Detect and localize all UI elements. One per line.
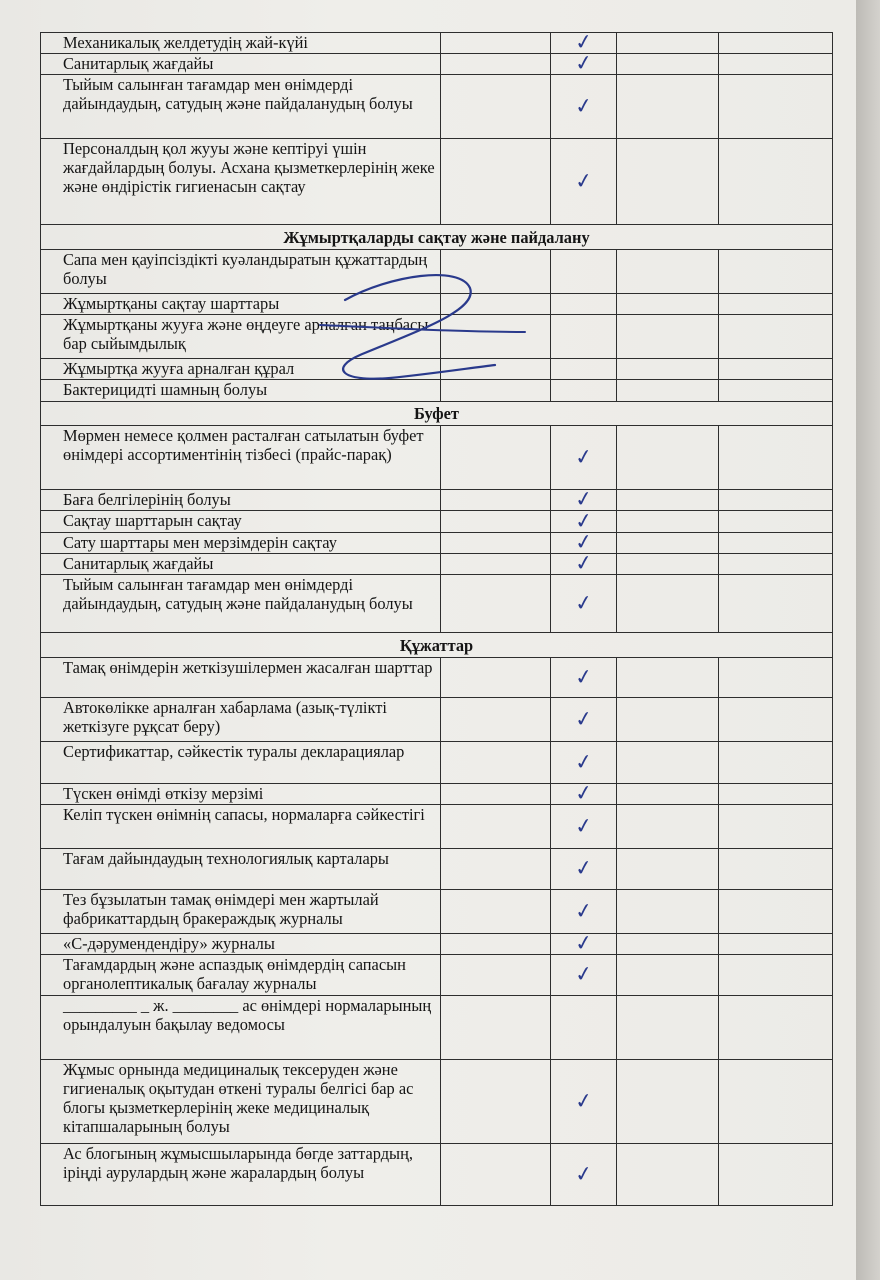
checklist-row (41, 1144, 833, 1206)
checklist-row (41, 426, 833, 490)
answer-cell[interactable] (719, 33, 833, 54)
answer-cell[interactable] (617, 575, 719, 633)
answer-cell[interactable] (617, 533, 719, 554)
answer-cell[interactable] (719, 1144, 833, 1206)
criterion-label: Жұмыс орнында медициналық тексеруден және гигиеналық оқытудан өткені туралы белгісі бар ас блогы қызметкерлерінің жеке медициналық кітапшаларының болуы (41, 1060, 441, 1144)
check-mark-icon: ✓ (573, 92, 594, 119)
answer-yes-cell[interactable] (551, 426, 617, 490)
answer-cell[interactable] (617, 742, 719, 784)
criterion-label: Түскен өнімді өткізу мерзімі (41, 784, 441, 805)
check-mark-icon: ✓ (573, 167, 594, 194)
criterion-label: Ас блогының жұмысшыларында бөгде заттардың, іріңді аурулардың және жаралардың болуы (41, 1144, 441, 1206)
answer-cell[interactable] (617, 490, 719, 511)
criterion-label: Тағам дайындаудың технологиялық карталары (41, 849, 441, 890)
check-mark-icon: ✓ (573, 960, 594, 988)
answer-cell[interactable] (617, 554, 719, 575)
answer-cell[interactable] (719, 934, 833, 955)
answer-yes-cell[interactable] (551, 996, 617, 1060)
answer-cell[interactable] (617, 890, 719, 934)
criterion-label: Санитарлық жағдайы (41, 554, 441, 575)
answer-cell[interactable] (719, 533, 833, 554)
checklist-row (41, 698, 833, 742)
answer-cell[interactable] (441, 996, 551, 1060)
answer-cell[interactable] (441, 849, 551, 890)
answer-cell[interactable] (617, 54, 719, 75)
criterion-label: Сату шарттары мен мерзімдерін сақтау (41, 533, 441, 554)
criterion-label: Баға белгілерінің болуы (41, 490, 441, 511)
answer-cell[interactable] (441, 784, 551, 805)
answer-yes-cell[interactable] (551, 485, 617, 513)
answer-cell[interactable] (719, 805, 833, 849)
answer-cell[interactable] (719, 658, 833, 698)
answer-yes-cell[interactable] (551, 779, 617, 807)
check-mark-icon: ✓ (573, 929, 594, 957)
answer-cell[interactable] (617, 359, 719, 380)
answer-cell[interactable] (617, 426, 719, 490)
check-mark-icon: ✓ (573, 812, 594, 839)
answer-cell[interactable] (719, 996, 833, 1060)
answer-cell[interactable] (441, 658, 551, 698)
checklist-row (41, 742, 833, 784)
answer-cell[interactable] (441, 1060, 551, 1144)
answer-yes-cell[interactable] (551, 315, 617, 359)
criterion-label: Жұмыртқаны сақтау шарттары (41, 294, 441, 315)
checklist-row (41, 784, 833, 805)
criterion-label: Жұмыртқаны жууға және өңдеуге арналған таңбасы бар сыйымдылық (41, 315, 441, 359)
criterion-label: Сертификаттар, сәйкестік туралы декларациялар (41, 742, 441, 784)
check-mark-icon: ✓ (573, 49, 594, 77)
answer-cell[interactable] (617, 1060, 719, 1144)
check-mark-icon: ✓ (573, 779, 594, 807)
answer-cell[interactable] (441, 554, 551, 575)
criterion-label: Санитарлық жағдайы (41, 54, 441, 75)
answer-yes-cell[interactable] (551, 549, 617, 577)
section-header-row (41, 225, 833, 250)
answer-cell[interactable] (719, 554, 833, 575)
checklist-row (41, 849, 833, 890)
answer-cell[interactable] (719, 54, 833, 75)
answer-yes-cell[interactable] (551, 1144, 617, 1206)
answer-cell[interactable] (441, 742, 551, 784)
answer-cell[interactable] (617, 75, 719, 139)
criterion-label: Мөрмен немесе қолмен расталған сатылатын буфет өнімдері ассортиментінің тізбесі (прайс-парақ) (41, 426, 441, 490)
criterion-label: Автокөлікке арналған хабарлама (азық-түлікті жеткізуге рұқсат беру) (41, 698, 441, 742)
answer-cell[interactable] (441, 890, 551, 934)
answer-yes-cell[interactable] (551, 380, 617, 402)
answer-cell[interactable] (719, 294, 833, 315)
check-mark-icon: ✓ (573, 1087, 594, 1114)
checklist-row (41, 1060, 833, 1144)
checklist-row (41, 890, 833, 934)
answer-cell[interactable] (441, 139, 551, 225)
check-mark-icon: ✓ (573, 663, 594, 690)
answer-cell[interactable] (441, 955, 551, 996)
answer-cell[interactable] (617, 934, 719, 955)
check-mark-icon: ✓ (573, 854, 594, 882)
checklist-row (41, 511, 833, 533)
checklist-body (41, 28, 833, 1206)
answer-cell[interactable] (719, 75, 833, 139)
answer-cell[interactable] (719, 784, 833, 805)
criterion-label: _________ _ ж. ________ ас өнімдері нормаларының орындалуын бақылау ведомосы (41, 996, 441, 1060)
answer-cell[interactable] (441, 511, 551, 533)
answer-cell[interactable] (719, 955, 833, 996)
criterion-label: Сақтау шарттарын сақтау (41, 511, 441, 533)
answer-yes-cell[interactable] (551, 359, 617, 380)
answer-yes-cell[interactable] (551, 1060, 617, 1144)
check-mark-icon: ✓ (573, 28, 594, 56)
answer-cell[interactable] (719, 426, 833, 490)
checklist-row (41, 996, 833, 1060)
cross-out-signature (300, 270, 540, 390)
answer-cell[interactable] (441, 805, 551, 849)
check-mark-icon: ✓ (573, 897, 594, 924)
criterion-label: Тамақ өнімдерін жеткізушілермен жасалған шарттар (41, 658, 441, 698)
page-edge (856, 0, 880, 1280)
answer-cell[interactable] (719, 1060, 833, 1144)
answer-cell[interactable] (617, 849, 719, 890)
answer-cell[interactable] (441, 33, 551, 54)
section-header-row (41, 633, 833, 658)
answer-cell[interactable] (719, 511, 833, 533)
answer-yes-cell[interactable] (551, 75, 617, 139)
checklist-row (41, 934, 833, 955)
criterion-label: Тыйым салынған тағамдар мен өнімдерді дайындаудың, сатудың және пайдаланудың болуы (41, 75, 441, 139)
answer-cell[interactable] (441, 934, 551, 955)
answer-cell[interactable] (719, 849, 833, 890)
answer-yes-cell[interactable] (551, 890, 617, 934)
check-mark-icon: ✓ (573, 705, 594, 732)
checklist-table (40, 28, 833, 1206)
check-mark-icon: ✓ (573, 748, 594, 775)
answer-cell[interactable] (441, 54, 551, 75)
answer-cell[interactable] (617, 380, 719, 402)
answer-cell[interactable] (719, 359, 833, 380)
answer-cell[interactable] (719, 250, 833, 294)
criterion-label: Механикалық желдетудің жай-күйі (41, 33, 441, 54)
answer-cell[interactable] (719, 890, 833, 934)
section-title: Буфет (41, 402, 833, 426)
criterion-label: Тағамдардың және аспаздық өнімдердің сапасын органолептикалық бағалау журналы (41, 955, 441, 996)
answer-cell[interactable] (617, 996, 719, 1060)
checklist-row (41, 575, 833, 633)
answer-cell[interactable] (617, 139, 719, 225)
section-title: Жұмыртқаларды сақтау және пайдалану (41, 225, 833, 250)
criterion-label: «С-дәрумендендіру» журналы (41, 934, 441, 955)
check-mark-icon: ✓ (573, 443, 594, 470)
check-mark-icon: ✓ (573, 528, 594, 556)
answer-yes-cell[interactable] (551, 805, 617, 849)
checklist-row (41, 139, 833, 225)
answer-cell[interactable] (617, 33, 719, 54)
answer-cell[interactable] (617, 250, 719, 294)
answer-cell[interactable] (719, 742, 833, 784)
section-header-row (41, 402, 833, 426)
criterion-label: Сапа мен қауіпсіздікті куәландыратын құжаттардың болуы (41, 250, 441, 294)
check-mark-icon: ✓ (573, 507, 594, 534)
answer-cell[interactable] (441, 575, 551, 633)
answer-cell[interactable] (617, 294, 719, 315)
criterion-label: Персоналдың қол жууы және кептіруі үшін жағдайлардың болуы. Асхана қызметкерлерінің жеке және өндірістік гигиенасын сақтау (41, 139, 441, 225)
answer-cell[interactable] (617, 1144, 719, 1206)
answer-yes-cell[interactable] (551, 742, 617, 784)
answer-cell[interactable] (719, 575, 833, 633)
answer-cell[interactable] (441, 426, 551, 490)
answer-yes-cell[interactable] (551, 294, 617, 315)
answer-yes-cell[interactable] (551, 849, 617, 890)
answer-yes-cell[interactable] (551, 698, 617, 742)
answer-cell[interactable] (617, 784, 719, 805)
answer-cell[interactable] (617, 955, 719, 996)
check-mark-icon: ✓ (573, 485, 594, 513)
answer-cell[interactable] (617, 511, 719, 533)
check-mark-icon: ✓ (573, 549, 594, 577)
criterion-label: Бактерицидті шамның болуы (41, 380, 441, 402)
answer-cell[interactable] (617, 805, 719, 849)
checklist-row (41, 33, 833, 54)
criterion-label: Тыйым салынған тағамдар мен өнімдерді дайындаудың, сатудың және пайдаланудың болуы (41, 575, 441, 633)
criterion-label: Жұмыртқа жууға арналған құрал (41, 359, 441, 380)
checklist-row (41, 533, 833, 554)
answer-cell[interactable] (719, 315, 833, 359)
answer-yes-cell[interactable] (551, 250, 617, 294)
answer-cell[interactable] (441, 75, 551, 139)
criterion-label: Тез бұзылатын тамақ өнімдері мен жартылай фабрикаттардың бракераждық журналы (41, 890, 441, 934)
criterion-label: Келіп түскен өнімнің сапасы, нормаларға сәйкестігі (41, 805, 441, 849)
checklist-row (41, 490, 833, 511)
answer-cell[interactable] (719, 490, 833, 511)
check-mark-icon: ✓ (573, 1160, 594, 1187)
answer-cell[interactable] (617, 315, 719, 359)
answer-cell[interactable] (441, 698, 551, 742)
checklist-row (41, 805, 833, 849)
answer-yes-cell[interactable] (551, 658, 617, 698)
answer-cell[interactable] (441, 490, 551, 511)
answer-cell[interactable] (719, 380, 833, 402)
answer-cell[interactable] (617, 698, 719, 742)
answer-yes-cell[interactable] (551, 575, 617, 633)
answer-cell[interactable] (719, 139, 833, 225)
answer-cell[interactable] (719, 698, 833, 742)
checklist-row (41, 554, 833, 575)
checklist-row (41, 75, 833, 139)
checklist-row (41, 658, 833, 698)
answer-yes-cell[interactable] (551, 929, 617, 957)
answer-yes-cell[interactable] (551, 955, 617, 996)
checklist-row (41, 955, 833, 996)
answer-yes-cell[interactable] (551, 49, 617, 77)
answer-yes-cell[interactable] (551, 139, 617, 225)
section-title: Құжаттар (41, 633, 833, 658)
checklist-row (41, 54, 833, 75)
answer-cell[interactable] (617, 658, 719, 698)
answer-cell[interactable] (441, 533, 551, 554)
answer-cell[interactable] (441, 1144, 551, 1206)
check-mark-icon: ✓ (573, 589, 594, 616)
